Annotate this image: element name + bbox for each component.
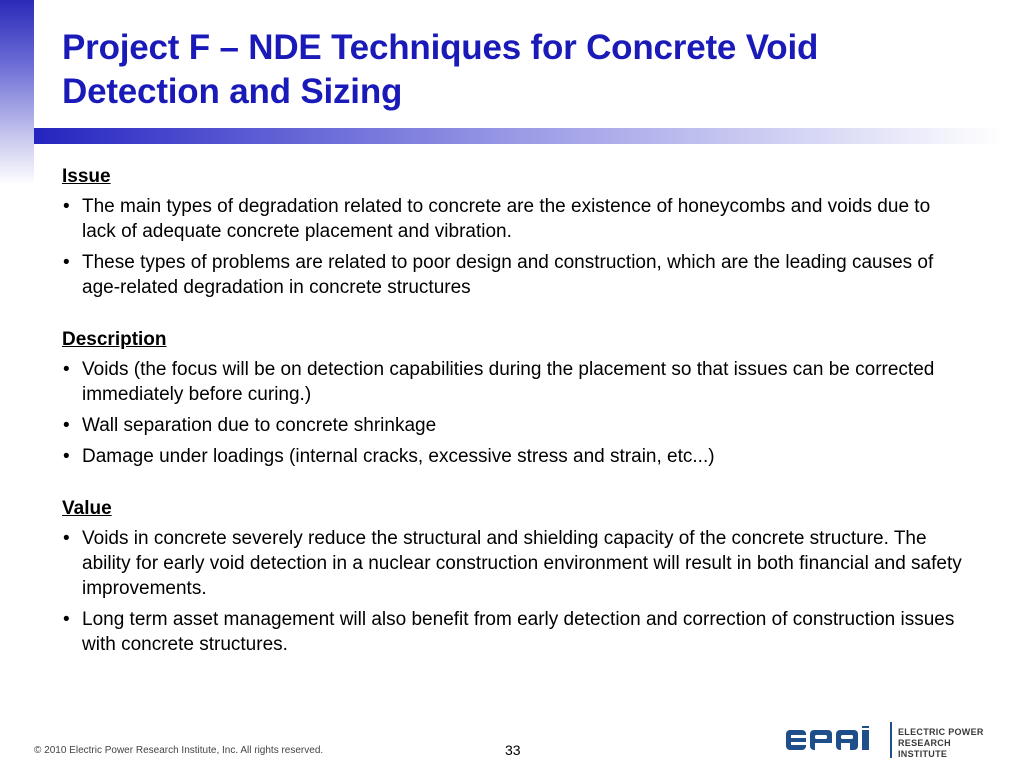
epri-logo	[786, 720, 996, 760]
issue-bullet-list	[62, 194, 962, 300]
title-divider	[34, 128, 1004, 144]
slide-body	[62, 164, 962, 684]
bullet-item: • Voids in concrete severely reduce the structural and shielding capacity of the concrete structure. The ability for early void detection in a nuclear construction environment will result in both financial and safety improvements.	[62, 526, 962, 601]
section-description	[62, 327, 962, 469]
value-bullet-list	[62, 526, 962, 657]
section-heading-issue: Issue	[62, 166, 111, 187]
left-accent-bar	[0, 0, 34, 185]
description-bullet-list	[62, 357, 962, 469]
title-line-2: Detection and Sizing	[62, 72, 403, 111]
epri-logo-mark-icon	[786, 726, 886, 754]
copyright-notice: © 2010 Electric Power Research Institute, Inc. All rights reserved.	[34, 745, 324, 756]
page-number: 33	[505, 742, 521, 758]
bullet-item: • Voids (the focus will be on detection capabilities during the placement so that issues can be corrected immediately before curing.)	[62, 357, 962, 407]
logo-wordmark	[898, 727, 998, 760]
bullet-item: • Damage under loadings (internal cracks, excessive stress and strain, etc...)	[62, 444, 962, 469]
section-value	[62, 496, 962, 657]
logo-line-1: ELECTRIC POWER	[898, 727, 984, 737]
bullet-item: • Long term asset management will also benefit from early detection and correction of construction issues with concrete structures.	[62, 607, 962, 657]
logo-divider	[890, 722, 892, 758]
title-line-1: Project F – NDE Techniques for Concrete Void	[62, 28, 819, 67]
bullet-item: • These types of problems are related to poor design and construction, which are the leading causes of age-related degradation in concrete structures	[62, 250, 962, 300]
bullet-item: • The main types of degradation related to concrete are the existence of honeycombs and voids due to lack of adequate concrete placement and vibration.	[62, 194, 962, 244]
section-issue	[62, 164, 962, 300]
slide-title	[62, 26, 992, 114]
bullet-item: • Wall separation due to concrete shrinkage	[62, 413, 962, 438]
logo-line-2: RESEARCH INSTITUTE	[898, 738, 951, 759]
section-heading-description: Description	[62, 329, 167, 350]
section-heading-value: Value	[62, 498, 112, 519]
